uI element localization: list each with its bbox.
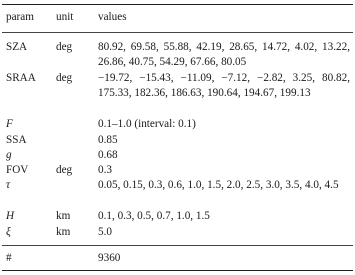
table-bottom-rule	[2, 270, 353, 271]
row-sza-param: SZA	[6, 41, 28, 53]
summary-param: #	[6, 252, 12, 264]
summary-values: 9360	[98, 252, 121, 264]
row-xi-unit: km	[56, 226, 71, 238]
table-top-rule	[2, 4, 353, 5]
row-fov-values: 0.3	[98, 164, 112, 176]
row-fov-unit: deg	[56, 164, 73, 176]
header-param: param	[6, 11, 34, 23]
row-f-values: 0.1–1.0 (interval: 0.1)	[98, 118, 196, 130]
row-ssa-param: SSA	[6, 134, 27, 146]
row-g-values: 0.68	[98, 149, 118, 161]
row-tau-param: τ	[6, 179, 11, 191]
row-h-values: 0.1, 0.3, 0.5, 0.7, 1.0, 1.5	[98, 210, 210, 222]
row-g-param: g	[6, 149, 12, 161]
row-sraa-unit: deg	[56, 72, 73, 84]
row-sza-unit: deg	[56, 41, 73, 53]
row-xi-values: 5.0	[98, 226, 112, 238]
row-sraa-param: SRAA	[6, 72, 36, 84]
summary-rule	[2, 245, 353, 246]
row-xi-param: ξ	[6, 226, 11, 238]
header-values: values	[98, 11, 127, 23]
header-unit: unit	[56, 11, 74, 23]
row-h-unit: km	[56, 210, 71, 222]
row-f-param: F	[6, 118, 13, 130]
row-sza-values: 80.92, 69.58, 55.88, 42.19, 28.65, 14.72, 4.02, 13.22, 26.86, 40.75, 54.29, 67.66, 80.05	[98, 41, 350, 68]
row-fov-param: FOV	[6, 164, 29, 176]
row-sraa-values: −19.72, −15.43, −11.09, −7.12, −2.82, 3.25, 80.82, 175.33, 182.36, 186.63, 190.64, 194.67, 199.13	[98, 72, 350, 99]
header-rule	[2, 32, 353, 33]
row-tau-values: 0.05, 0.15, 0.3, 0.6, 1.0, 1.5, 2.0, 2.5, 3.0, 3.5, 4.0, 4.5	[98, 179, 339, 191]
row-h-param: H	[6, 210, 15, 222]
row-ssa-values: 0.85	[98, 134, 118, 146]
